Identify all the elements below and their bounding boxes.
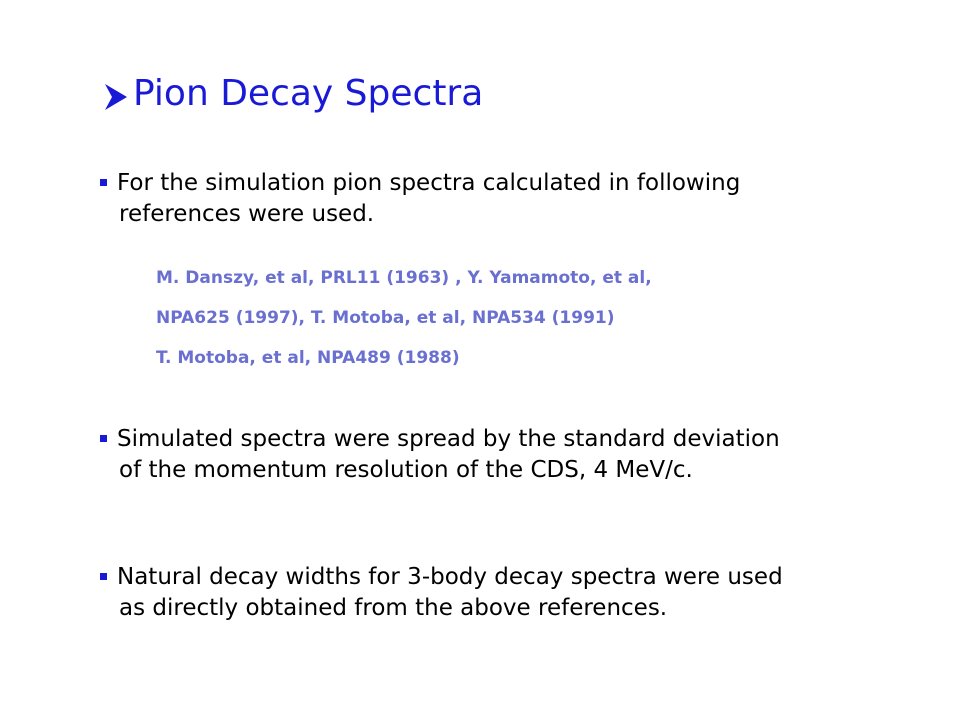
bullet-2	[100, 424, 780, 486]
reference-line: NPA625 (1997), T. Motoba, et al, NPA534 (1991)	[156, 308, 615, 328]
reference-list	[156, 258, 652, 378]
bullet-square-icon	[100, 435, 107, 442]
reference-line: T. Motoba, et al, NPA489 (1988)	[156, 348, 460, 368]
slide-title	[103, 72, 483, 116]
bullet-square-icon	[100, 573, 107, 580]
bullet-3	[100, 562, 783, 624]
bullet-1	[100, 168, 740, 230]
bullet-3-line-2: as directly obtained from the above references.	[119, 595, 668, 621]
bullet-2-line-2: of the momentum resolution of the CDS, 4 MeV/c.	[119, 457, 693, 483]
bullet-square-icon	[100, 179, 107, 186]
bullet-1-line-2: references were used.	[119, 201, 375, 227]
reference-line: M. Danszy, et al, PRL11 (1963) , Y. Yamamoto, et al,	[156, 268, 652, 288]
bullet-3-line-1: Natural decay widths for 3-body decay spectra were used	[117, 564, 783, 590]
bullet-2-line-1: Simulated spectra were spread by the standard deviation	[117, 426, 780, 452]
arrow-right-icon	[103, 79, 129, 109]
bullet-1-line-1: For the simulation pion spectra calculated in following	[117, 170, 741, 196]
slide-title-text: Pion Decay Spectra	[133, 73, 484, 114]
